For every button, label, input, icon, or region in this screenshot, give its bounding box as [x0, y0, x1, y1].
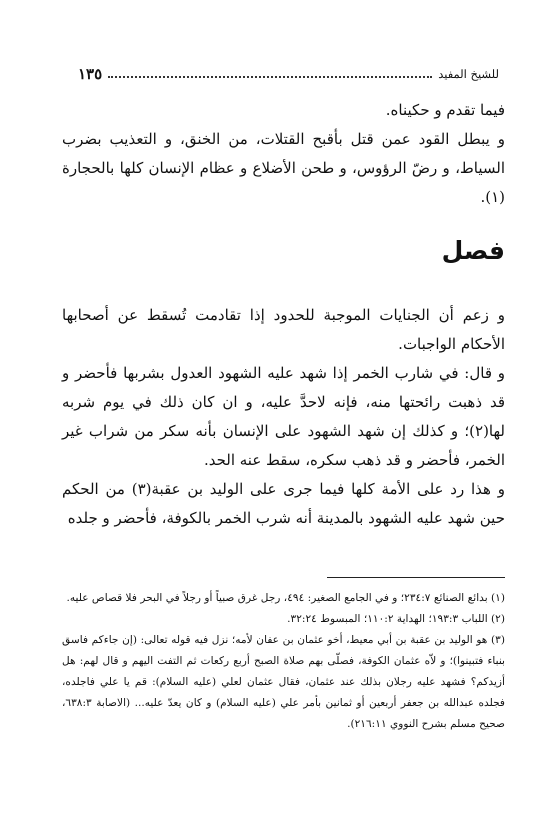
paragraph: فيما تقدم و حكيناه. [385, 101, 505, 119]
book-title: للشيخ المفيد [438, 67, 499, 81]
footnote: (١) بدائع الصنائع ٢٣٤:٧؛ و في الجامع الصغير: ٤٩٤، رجل غرق صبياً أو رجلاً في البحر فلا قصاص عليه. [66, 592, 505, 604]
page-number: ١٣٥ [78, 65, 103, 83]
paragraph: و هذا رد على الأمة كلها فيما جرى على الوليد بن عقبة(٣) من الحكم حين شهد عليه الشهود بالمدينة أنه شرب الخمر بالكوفة، فأحضر و جلده [62, 480, 506, 527]
leader-dots [108, 76, 432, 78]
section-heading: فصل [441, 236, 505, 265]
footnote: (٢) اللباب ١٩٣:٣؛ الهداية ١١٠:٢؛ المبسوط ٣٢:٢٤. [287, 613, 505, 625]
paragraph: و يبطل القود عمن قتل بأقبح القتلات، من الخنق، و التعذيب بضرب السياط، و رضّ الرؤوس، و طحن الأضلاع و عظام الإنسان كلها بالحجارة (١). [62, 130, 505, 206]
text-block-main [62, 301, 505, 533]
paragraph: و زعم أن الجنايات الموجبة للحدود إذا تقادمت تُسقط عن أصحابها الأحكام الواجبات. [62, 306, 505, 353]
running-head [78, 64, 499, 84]
footnote: (٣) هو الوليد بن عقبة بن أبي معيط، أخو عثمان بن عفان لأمه؛ نزل فيه قوله تعالى: (إن جاءكم فاسق بنباء فتبينوا)؛ و لاّه عثمان الكوفة، فصلّى بهم صلاة الصبح أربع ركعات ثم التفت اليهم و قال لهم: هل أزيدكم؟ فشهد عليه رجلان بذلك عند عثمان، فقال عثمان لعلي (عليه السلام): قم يا علي فاجلده، فجلده عبدالله بن جعفر أربعين أو ثمانين بأمر علي (عليه السلام) و كان يعدّ عليه... (الاصابة ٦٣٨:٣، صحيح مسلم بشرح النووي ٢١٦:١١). [62, 634, 505, 730]
footnote-separator [327, 577, 505, 578]
footnotes [62, 588, 505, 735]
paragraph: و قال: في شارب الخمر إذا شهد عليه الشهود العدول بشربها فأحضر و قد ذهبت رائحتها منه، فإنه لاحدَّ عليه، و ان كان ذلك في يوم شربه لها(٢)؛ و كذلك إن شهد الشهود على الإنسان بأنه سكر من شراب غير الخمر، فأحضر و قد ذهب سكره، سقط عنه الحد. [62, 364, 505, 469]
text-block-top [62, 96, 505, 212]
